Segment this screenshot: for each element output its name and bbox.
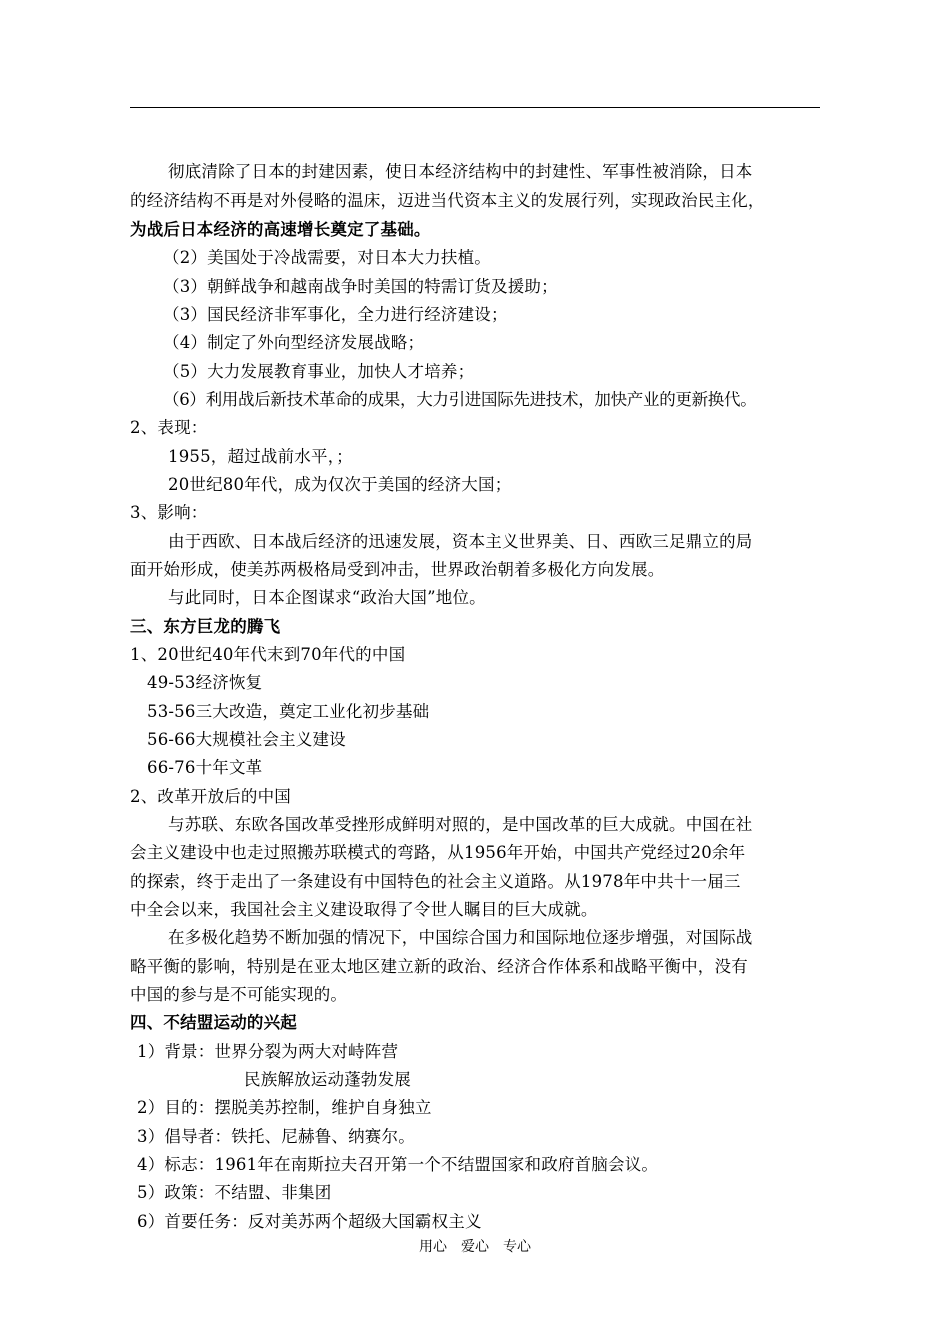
list-item: 66-76十年文革 — [147, 758, 263, 777]
list-item: 6）首要任务：反对美苏两个超级大国霸权主义 — [137, 1212, 482, 1231]
paragraph-line: 会主义建设中也走过照搬苏联模式的弯路，从1956年开始，中国共产党经过20余年 — [130, 843, 746, 862]
header-rule — [130, 107, 820, 108]
paragraph-line: 中全会以来，我国社会主义建设取得了令世人瞩目的巨大成就。 — [130, 900, 598, 919]
list-item: （5）大力发展教育事业，加快人才培养； — [163, 362, 475, 381]
paragraph-line: 与苏联、东欧各国改革受挫形成鲜明对照的，是中国改革的巨大成就。中国在社 — [168, 815, 753, 834]
list-item: 20世纪80年代，成为仅次于美国的经济大国； — [168, 475, 512, 494]
list-item: 4）标志：1961年在南斯拉夫召开第一个不结盟国家和政府首脑会议。 — [137, 1155, 659, 1174]
paragraph-line: 与此同时，日本企图谋求“政治大国”地位。 — [168, 588, 486, 607]
paragraph-line: 由于西欧、日本战后经济的迅速发展，资本主义世界美、日、西欧三足鼎立的局 — [168, 532, 753, 551]
subheading: 3、影响： — [130, 503, 208, 522]
subheading: 2、改革开放后的中国 — [130, 787, 291, 806]
list-item: 5）政策：不结盟、非集团 — [137, 1183, 332, 1202]
paragraph-line: 在多极化趋势不断加强的情况下，中国综合国力和国际地位逐步增强，对国际战 — [168, 928, 753, 947]
list-item: 49-53经济恢复 — [147, 673, 263, 692]
emphasis-line: 为战后日本经济的高速增长奠定了基础。 — [130, 220, 431, 239]
list-item: 53-56三大改造，奠定工业化初步基础 — [147, 702, 430, 721]
list-item: （6）利用战后新技术革命的成果，大力引进国际先进技术，加快产业的更新换代。 — [163, 390, 757, 409]
list-item: （3）国民经济非军事化，全力进行经济建设； — [163, 305, 508, 324]
list-item: 民族解放运动蓬勃发展 — [244, 1070, 411, 1089]
list-item: 1）背景：世界分裂为两大对峙阵营 — [137, 1042, 399, 1061]
paragraph-line: 的经济结构不再是对外侵略的温床，迈进当代资本主义的发展行列，实现政治民主化， — [130, 191, 765, 210]
section-heading: 三、东方巨龙的腾飞 — [130, 617, 281, 636]
paragraph-line: 略平衡的影响，特别是在亚太地区建立新的政治、经济合作体系和战略平衡中，没有 — [130, 957, 748, 976]
section-heading: 四、不结盟运动的兴起 — [130, 1013, 297, 1032]
list-item: 1955，超过战前水平，； — [168, 447, 353, 466]
page-footer: 用心 爱心 专心 — [419, 1239, 531, 1255]
subheading: 1、20世纪40年代末到70年代的中国 — [130, 645, 406, 664]
paragraph-line: 彻底清除了日本的封建因素，使日本经济结构中的封建性、军事性被消除，日本 — [168, 162, 753, 181]
list-item: （3）朝鲜战争和越南战争时美国的特需订货及援助； — [163, 277, 558, 296]
list-item: （2）美国处于冷战需要，对日本大力扶植。 — [163, 248, 491, 267]
paragraph-line: 中国的参与是不可能实现的。 — [130, 985, 348, 1004]
list-item: 2）目的：摆脱美苏控制，维护自身独立 — [137, 1098, 432, 1117]
list-item: 3）倡导者：铁托、尼赫鲁、纳赛尔。 — [137, 1127, 415, 1146]
list-item: 56-66大规模社会主义建设 — [147, 730, 346, 749]
paragraph-line: 的探索，终于走出了一条建设有中国特色的社会主义道路。从1978年中共十一届三 — [130, 872, 741, 891]
list-item: （4）制定了外向型经济发展战略； — [163, 333, 425, 352]
paragraph-line: 面开始形成，使美苏两极格局受到冲击，世界政治朝着多极化方向发展。 — [130, 560, 665, 579]
subheading: 2、表现： — [130, 418, 208, 437]
